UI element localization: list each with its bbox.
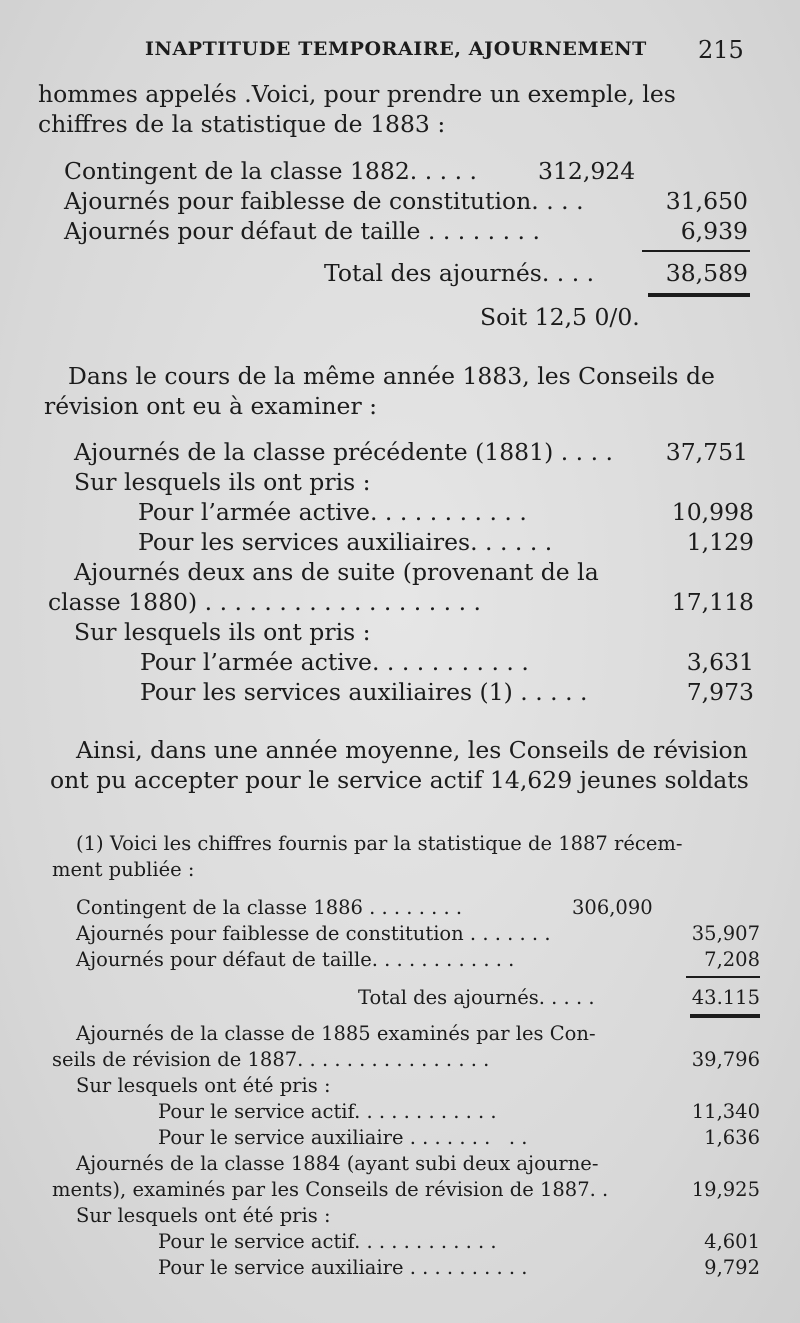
fn-row-actif-2 bbox=[158, 1230, 497, 1254]
rev-row-aux-1 bbox=[138, 528, 552, 556]
rev-value-aux-1: 1,129 bbox=[686, 528, 754, 556]
rev-row-active-2 bbox=[140, 648, 529, 676]
fn-label: Pour le service actif bbox=[158, 1100, 355, 1123]
stat-label: Contingent de la classe 1882 bbox=[64, 157, 410, 185]
footnote-line-2: ment publiée : bbox=[52, 858, 195, 881]
dot-leader: . . . . . . . . . . . . bbox=[354, 1230, 497, 1253]
stat-label: Ajournés pour faiblesse de constitution bbox=[64, 187, 532, 215]
rev-value-deux-ans: 17,118 bbox=[671, 588, 754, 616]
sum-rule bbox=[642, 250, 750, 252]
fn-1885-line-1: Ajournés de la classe de 1885 examinés par les Con- bbox=[76, 1022, 596, 1045]
fn-total-double-rule bbox=[690, 1014, 760, 1018]
fn-value-contingent: 306,090 bbox=[572, 896, 653, 919]
fn-label: Pour le service auxiliaire bbox=[158, 1256, 404, 1279]
rev-value-precedente: 37,751 bbox=[665, 438, 748, 466]
stat-row-contingent bbox=[64, 157, 477, 185]
rev-deux-ans-line-1: Ajournés deux ans de suite (provenant de la bbox=[74, 558, 599, 586]
fn-value-aux-2: 9,792 bbox=[704, 1256, 760, 1279]
stat-value-contingent: 312,924 bbox=[538, 157, 636, 185]
para2-line-1: Dans le cours de la même année 1883, les Conseils de bbox=[68, 362, 715, 390]
stat-row-total bbox=[324, 259, 594, 287]
fn-value-faiblesse: 35,907 bbox=[691, 922, 760, 945]
rev-value-active-1: 10,998 bbox=[671, 498, 754, 526]
fn-label: Total des ajournés bbox=[358, 986, 539, 1009]
running-header bbox=[0, 36, 800, 66]
dot-leader: . . . . . . . . . . . . . . . . . . . bbox=[197, 588, 482, 616]
fn-value-taille: 7,208 bbox=[704, 948, 760, 971]
rev-label: Pour l’armée active bbox=[140, 648, 372, 676]
dot-leader: . . . . . . . . . . . . bbox=[354, 1100, 497, 1123]
fn-label: Ajournés pour faiblesse de constitution bbox=[76, 922, 464, 945]
stat-row-taille bbox=[64, 217, 540, 245]
stat-row-faiblesse bbox=[64, 187, 584, 215]
dot-leader: . . . . . . . . bbox=[420, 217, 540, 245]
total-double-rule bbox=[648, 293, 750, 297]
fn-value-total: 43.115 bbox=[691, 986, 760, 1009]
fn-1884-line-1: Ajournés de la classe 1884 (ayant subi deux ajourne- bbox=[76, 1152, 599, 1175]
para2-line-2: révision ont eu à examiner : bbox=[44, 392, 378, 420]
fn-label: Contingent de la classe 1886 bbox=[76, 896, 363, 919]
page-number: 215 bbox=[698, 36, 744, 64]
rev-row-precedente bbox=[74, 438, 613, 466]
fn-value-1885: 39,796 bbox=[691, 1048, 760, 1071]
fn-row-aux-2 bbox=[158, 1256, 528, 1280]
para3-line-1: Ainsi, dans une année moyenne, les Conseils de révision bbox=[76, 736, 748, 764]
fn-row-total bbox=[358, 986, 595, 1010]
dot-leader: . . . . . . . . . bbox=[403, 1126, 528, 1149]
footnote-line-1: (1) Voici les chiffres fournis par la statistique de 1887 récem- bbox=[76, 832, 683, 855]
rev-label: classe 1880) bbox=[48, 588, 198, 616]
rev-sur-lesquels-1: Sur lesquels ils ont pris : bbox=[74, 468, 371, 496]
rev-value-active-2: 3,631 bbox=[686, 648, 754, 676]
stat-label: Total des ajournés bbox=[324, 259, 542, 287]
fn-sur-lesquels-1: Sur lesquels ont été pris : bbox=[76, 1074, 331, 1097]
fn-row-aux-1 bbox=[158, 1126, 528, 1150]
dot-leader: . . . . . . bbox=[470, 528, 553, 556]
dot-leader: . . . . bbox=[541, 259, 595, 287]
para3-line-2: ont pu accepter pour le service actif 14,629 jeunes soldats bbox=[50, 766, 749, 794]
rev-label: Pour les services auxiliaires bbox=[138, 528, 471, 556]
rev-value-aux-2: 7,973 bbox=[686, 678, 754, 706]
running-title: INAPTITUDE TEMPORAIRE, AJOURNEMENT bbox=[145, 38, 647, 60]
fn-row-1885 bbox=[52, 1048, 489, 1072]
fn-label: Pour le service actif bbox=[158, 1230, 355, 1253]
dot-leader: . . . . . . . . . . bbox=[403, 1256, 528, 1279]
dot-leader: . . . . . . . . . . . . . . . . bbox=[297, 1048, 490, 1071]
intro-line-1: hommes appelés .Voici, pour prendre un exemple, les bbox=[38, 80, 676, 108]
rev-label: Pour les services auxiliaires (1) bbox=[140, 678, 513, 706]
rev-row-deux-ans bbox=[48, 588, 481, 616]
dot-leader: . . . . . . . . . . . bbox=[369, 498, 527, 526]
fn-sum-rule bbox=[686, 976, 760, 978]
fn-row-taille bbox=[76, 948, 514, 972]
fn-label: Pour le service auxiliaire bbox=[158, 1126, 404, 1149]
dot-leader: . . . . . . . . bbox=[362, 896, 463, 919]
dot-leader: . . . . . . . bbox=[463, 922, 551, 945]
fn-value-1884: 19,925 bbox=[691, 1178, 760, 1201]
rev-row-aux-2 bbox=[140, 678, 588, 706]
stat-soit: Soit 12,5 0/0. bbox=[480, 303, 640, 331]
fn-row-faiblesse bbox=[76, 922, 551, 946]
fn-value-actif-1: 11,340 bbox=[691, 1100, 760, 1123]
dot-leader: . . . . . bbox=[409, 157, 477, 185]
fn-label: Ajournés pour défaut de taille bbox=[76, 948, 372, 971]
dot-leader: . . . . . . . . . . . . bbox=[371, 948, 515, 971]
fn-row-1884: ments), examinés par les Conseils de révision de 1887. . bbox=[52, 1178, 609, 1201]
stat-value-faiblesse: 31,650 bbox=[665, 187, 748, 215]
fn-row-contingent bbox=[76, 896, 462, 920]
rev-label: Pour l’armée active bbox=[138, 498, 370, 526]
stat-value-total: 38,589 bbox=[665, 259, 748, 287]
fn-sur-lesquels-2: Sur lesquels ont été pris : bbox=[76, 1204, 331, 1227]
stat-value-taille: 6,939 bbox=[680, 217, 748, 245]
fn-label: seils de révision de 1887 bbox=[52, 1048, 298, 1071]
rev-label: Ajournés de la classe précédente (1881) bbox=[74, 438, 554, 466]
dot-leader: . . . . bbox=[553, 438, 614, 466]
dot-leader: . . . . . . . . . . . bbox=[371, 648, 529, 676]
dot-leader: . . . . bbox=[531, 187, 584, 215]
fn-value-actif-2: 4,601 bbox=[704, 1230, 760, 1253]
dot-leader: . . . . . bbox=[512, 678, 588, 706]
stat-label: Ajournés pour défaut de taille bbox=[64, 217, 421, 245]
rev-sur-lesquels-2: Sur lesquels ils ont pris : bbox=[74, 618, 371, 646]
rev-row-active-1 bbox=[138, 498, 527, 526]
dot-leader: . . . . . bbox=[538, 986, 595, 1009]
fn-value-aux-1: 1,636 bbox=[704, 1126, 760, 1149]
fn-row-actif-1 bbox=[158, 1100, 497, 1124]
intro-line-2: chiffres de la statistique de 1883 : bbox=[38, 110, 446, 138]
